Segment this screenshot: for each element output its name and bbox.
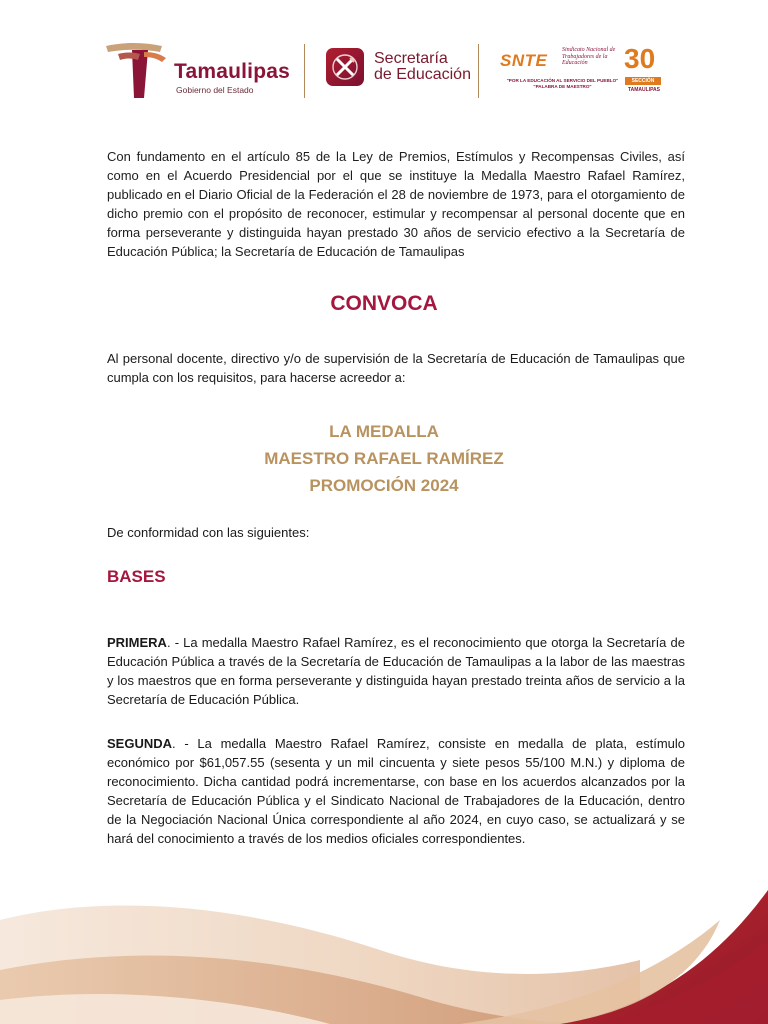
education-tools-icon <box>326 48 364 86</box>
medal-line-2: MAESTRO RAFAEL RAMÍREZ <box>264 449 504 468</box>
medal-line-1: LA MEDALLA <box>329 422 439 441</box>
medal-line-3: PROMOCIÓN 2024 <box>309 476 459 495</box>
tamaulipas-t-icon <box>104 40 184 100</box>
snte-motto: "POR LA EDUCACIÓN AL SERVICIO DEL PUEBLO" "PALABRA DE MAESTRO" <box>506 78 619 89</box>
secretaria-line-1: Secretaría <box>374 50 448 67</box>
clause-text: . - La medalla Maestro Rafael Ramírez, es el reconocimiento que otorga la Secretaría de Educación Pública a través de la Secretaría de Educación de Tamaulipas a la labor de las maestras y los maestros que en forma perseverante y distinguida hayan prestado treinta años de servicio a la Secretaría de Educación Pública. <box>107 635 685 707</box>
snte-wordmark: SNTE <box>500 51 548 70</box>
conformity-text: De conformidad con las siguientes: <box>107 525 310 540</box>
snte-logo <box>500 44 666 98</box>
tamaulipas-logo <box>104 40 294 100</box>
clause-segunda <box>107 735 685 848</box>
clause-label: SEGUNDA <box>107 736 173 751</box>
snte-full-name: Sindicato Nacional de Trabajadores de la Educación <box>562 47 616 66</box>
medal-title <box>0 418 768 499</box>
clause-label: PRIMERA <box>107 635 167 650</box>
header-divider <box>304 44 305 98</box>
convoca-heading: CONVOCA <box>330 292 438 315</box>
header-divider <box>478 44 479 98</box>
snte-section-number: 30 <box>624 43 656 74</box>
tamaulipas-name: Tamaulipas <box>174 60 290 83</box>
decorative-footer-waves <box>0 860 768 1024</box>
bases-heading: BASES <box>107 567 166 586</box>
audience-paragraph: Al personal docente, directivo y/o de supervisión de la Secretaría de Educación de Tamaulipas que cumpla con los requisitos, para hacerse acreedor a: <box>107 351 685 385</box>
secretaria-logo <box>326 48 476 94</box>
secretaria-line-2: de Educación <box>374 66 471 83</box>
tamaulipas-subtitle: Gobierno del Estado <box>176 85 254 95</box>
intro-paragraph: Con fundamento en el artículo 85 de la Ley de Premios, Estímulos y Recompensas Civiles, así como en el Acuerdo Presidencial por el que se instituye la Medalla Maestro Rafael Ramírez, publicado en el Diario Oficial de la Federación el 28 de noviembre de 1973, para el otorgamiento de dicho premio con el propósito de reconocer, estimular y recompensar al personal docente que en forma perseverante y distinguida hayan prestado 30 años de servicio efectivo a la Secretaría de Educación Pública; la Secretaría de Educación de Tamaulipas <box>107 149 685 259</box>
clause-primera <box>107 634 685 710</box>
document-header <box>0 0 768 110</box>
snte-section-label: SECCIÓN <box>625 77 661 85</box>
clause-text: . - La medalla Maestro Rafael Ramírez, consiste en medalla de plata, estímulo económico por $61,057.55 (sesenta y un mil cincuenta y siete pesos 55/100 M.N.) y diploma de reconocimiento. Dicha cantidad podrá incrementarse, con base en los acuerdos alcanzados por la Secretaría de Educación Pública y el Sindicato Nacional de Trabajadores de la Educación, dentro de la Negociación Nacional Única correspondiente al año 2024, en cuyo caso, se actualizará y se hará del conocimiento a través de los medios oficiales correspondientes. <box>107 736 685 846</box>
secretaria-text <box>374 51 471 83</box>
snte-state-label: TAMAULIPAS <box>627 87 661 93</box>
